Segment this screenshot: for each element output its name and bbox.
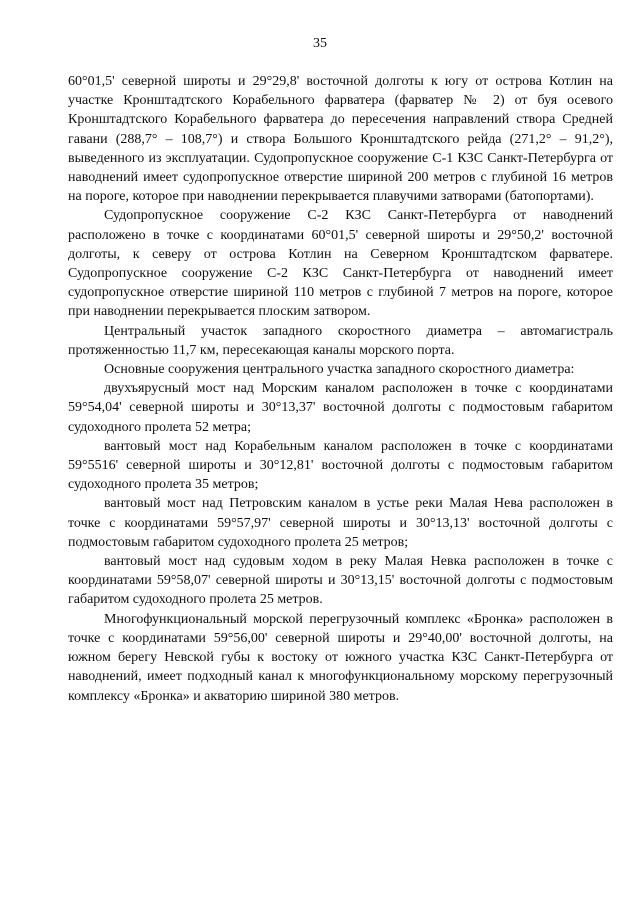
paragraph-continuation: 60°01,5' северной широты и 29°29,8' восточной долготы к югу от острова Котлин на участке Кронштадтского Корабельного фарватера (фарватер № 2) от буя осевого Кронштадтского Корабельного фарватера до пересечения направлений створа Средней гавани (288,7° – 108,7°) и створа Большого Кронштадтского рейда (271,2° – 91,2°), выведенного из эксплуатации. Судопропускное сооружение С-1 КЗС Санкт-Петербурга от наводнений имеет судопропускное отверстие шириной 200 метров с глубиной 16 метров на пороге, которое при наводнении перекрывается плавучими затворами (батопортами). bbox=[68, 74, 613, 205]
document-body bbox=[68, 72, 613, 706]
paragraph-bridge-malaya-nevka: вантовый мост над судовым ходом в реку Малая Невка расположен в точке с координатами 59°58,07' северной широты и 30°13,15' восточной долготы с подмостовым габаритом судоходного пролета 25 метров. bbox=[68, 554, 613, 608]
paragraph-lock-s2: Судопропускное сооружение С-2 КЗС Санкт-Петербурга от наводнений расположено в точке с координатами 60°01,5' северной широты и 29°50,2' восточной долготы, к северу от острова Котлин на Северном Кронштадтском фарватере. Судопропускное сооружение С-2 КЗС Санкт-Петербурга от наводнений имеет судопропускное отверстие шириной 110 метров с глубиной 7 метров на пороге, которое при наводнении перекрывается плоским затвором. bbox=[68, 208, 613, 320]
paragraph-wsd-structures-intro: Основные сооружения центрального участка западного скоростного диаметра: bbox=[104, 362, 575, 378]
paragraph-wsd-central-section: Центральный участок западного скоростного диаметра – автомагистраль протяженностью 11,7 км, пересекающая каналы морского порта. bbox=[68, 323, 613, 358]
paragraph-bronka-complex: Многофункциональный морской перегрузочный комплекс «Бронка» расположен в точке с координатами 59°56,00' северной широты и 29°40,00' восточной долготы, на южном берегу Невской губы к востоку от южного участка КЗС Санкт-Петербурга от наводнений, имеет подходный канал к многофункциональному морскому перегрузочный комплексу «Бронка» и акваторию шириной 380 метров. bbox=[68, 611, 613, 704]
paragraph-bridge-petrovsky: вантовый мост над Петровским каналом в устье реки Малая Нева расположен в точке с координатами 59°57,97' северной широты и 30°13,13' восточной долготы с подмостовым габаритом судоходного пролета 25 метров; bbox=[68, 496, 613, 550]
paragraph-bridge-morskoy: двухъярусный мост над Морским каналом расположен в точке с координатами 59°54,04' северной широты и 30°13,37' восточной долготы с подмостовым габаритом судоходного пролета 52 метра; bbox=[68, 381, 613, 435]
page-number: 35 bbox=[313, 36, 327, 51]
paragraph-bridge-korabelny: вантовый мост над Корабельным каналом расположен в точке с координатами 59°5516' северной широты и 30°12,81' восточной долготы с подмостовым габаритом судоходного пролета 35 метров; bbox=[68, 438, 613, 493]
